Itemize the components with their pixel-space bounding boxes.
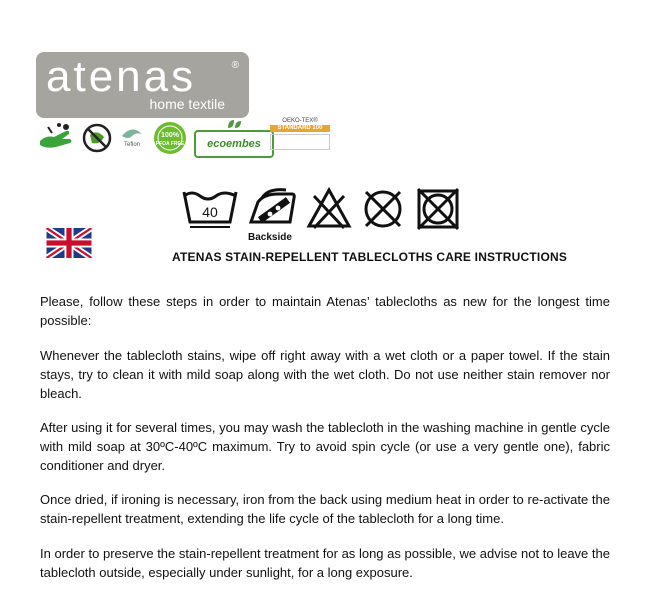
svg-text:PFOA FREE: PFOA FREE [155, 141, 185, 147]
svg-text:100%: 100% [161, 132, 179, 139]
ironing-paragraph: Once dried, if ironing is necessary, iron from the back using medium heat in order to re-activate the stain-repellent treatment, extending the life cycle of the tablecloth for a long time. [40, 492, 610, 526]
no-bleach-icon [306, 186, 352, 232]
oeko-tex-title: OEKO-TEX® [282, 118, 318, 124]
care-instructions-heading: ATENAS STAIN-REPELLENT TABLECLOTHS CARE INSTRUCTIONS [172, 250, 568, 264]
atenas-logo [36, 52, 249, 118]
no-tumble-dry-icon [414, 186, 462, 232]
teflon-label: Teflon [123, 142, 141, 148]
care-symbols [180, 186, 462, 232]
oeko-tex-label [270, 118, 330, 160]
no-dry-clean-icon [360, 186, 406, 232]
logo-tagline: home textile [149, 96, 225, 112]
uk-flag-icon [46, 228, 92, 258]
ecoembes-label: ecoembes [194, 130, 274, 158]
teflon-dolphin-icon [118, 122, 146, 154]
oeko-tex-standard: STANDARD 100 [270, 125, 330, 132]
backside-label: Backside [248, 232, 292, 243]
no-stain-icon [82, 123, 112, 153]
pfoa-free-seal-icon [152, 120, 188, 156]
recycle-leaf-icon [224, 118, 244, 130]
logo-name: atenas [46, 52, 197, 101]
intro-paragraph: Please, follow these steps in order to maintain Atenas’ tablecloths as new for the longest time possible: [40, 294, 610, 328]
logo-registered: ® [231, 60, 239, 71]
wash-40-icon [180, 186, 240, 232]
iron-medium-icon [248, 186, 298, 232]
wash-temp: 40 [202, 204, 218, 220]
exposure-paragraph: In order to preserve the stain-repellent treatment for as long as possible, we advise not to leave the tablecloth outside, especially under sunlight, for a long exposure. [40, 546, 610, 580]
certification-badges [36, 120, 274, 156]
stain-wipe-hand-icon [36, 121, 76, 155]
ecoembes-logo [194, 118, 274, 158]
washing-paragraph: After using it for several times, you may wash the tablecloth in the washing machine in gentle cycle with mild soap at 30ºC-40ºC maximum. Try to avoid spin cycle (or use a very gentle one), fabric conditioner and dryer. [40, 420, 610, 473]
stain-paragraph: Whenever the tablecloth stains, wipe off right away with a wet cloth or a paper towel. If the stain stays, try to clean it with mild soap along with the wet cloth. Do not use neither stain remover nor bleach. [40, 348, 610, 401]
